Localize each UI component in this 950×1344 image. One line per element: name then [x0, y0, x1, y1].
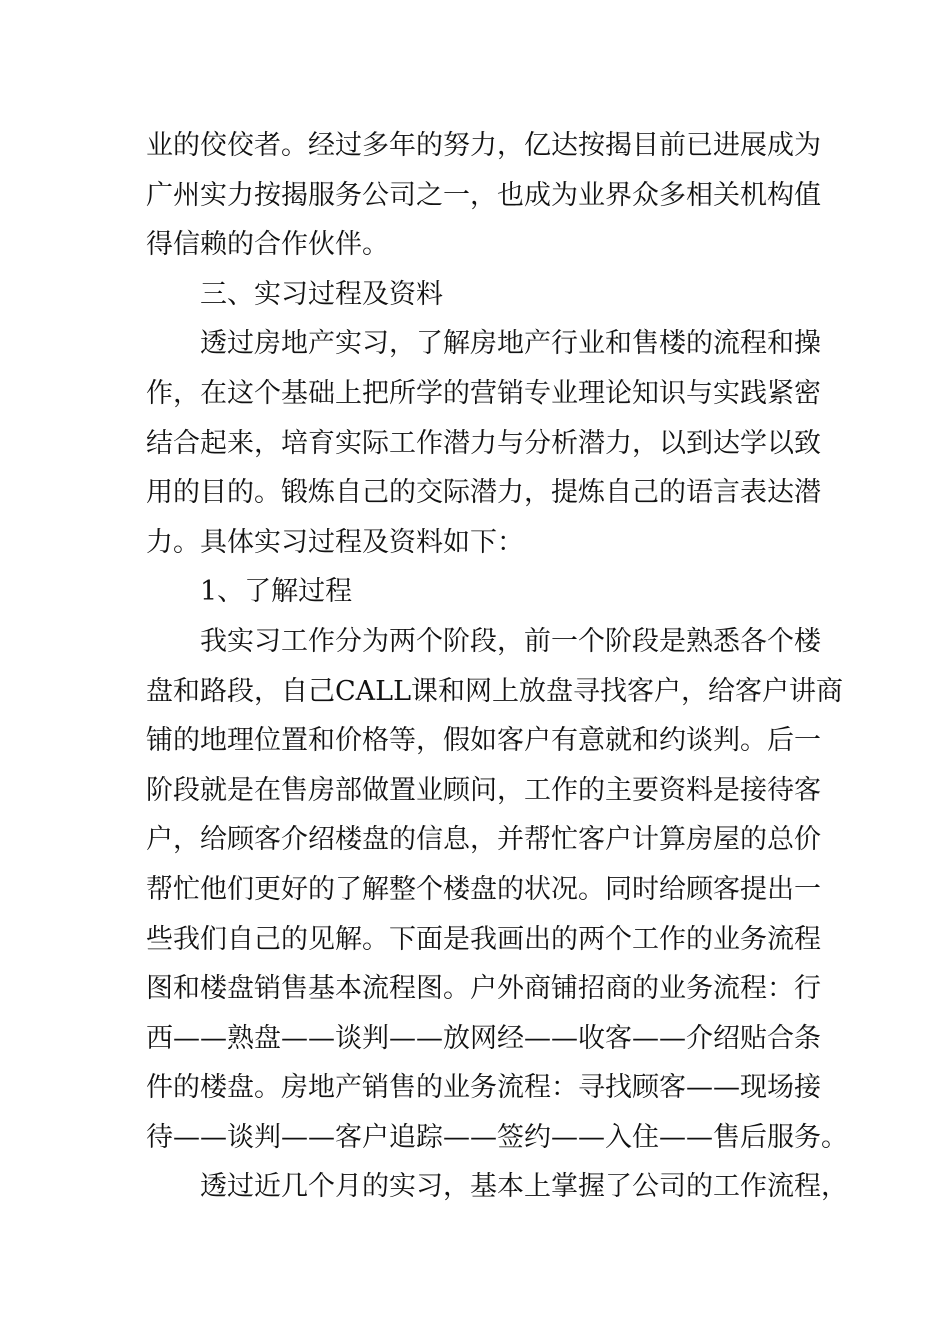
document-body	[146, 121, 848, 1212]
text-line: 用的目的。锻炼自己的交际潜力，提炼自己的语言表达潜	[146, 477, 821, 509]
text-line: 广州实力按揭服务公司之一，也成为业界众多相关机构值	[146, 179, 821, 211]
text-line: 图和楼盘销售基本流程图。户外商铺招商的业务流程：行	[146, 973, 821, 1005]
text-line: 帮忙他们更好的了解整个楼盘的状况。同时给顾客提出一	[146, 873, 821, 905]
text-line: 作，在这个基础上把所学的营销专业理论知识与实践紧密	[146, 377, 821, 409]
text-line: 件的楼盘。房地产销售的业务流程：寻找顾客——现场接	[146, 1072, 821, 1104]
text-line: 业的佼佼者。经过多年的努力，亿达按揭目前已进展成为	[146, 130, 821, 161]
text-line: 结合起来，培育实际工作潜力与分析潜力，以到达学以致	[146, 427, 821, 459]
text-line: 待——谈判——客户追踪——签约——入住——售后服务。	[146, 1121, 848, 1153]
text-line: 透过房地产实习，了解房地产行业和售楼的流程和操	[200, 328, 821, 360]
text-line: 户，给顾客介绍楼盘的信息，并帮忙客户计算房屋的总价	[146, 824, 821, 856]
text-line: 些我们自己的见解。下面是我画出的两个工作的业务流程	[146, 923, 821, 955]
text-line: 盘和路段，自己CALL课和网上放盘寻找客户，给客户讲商	[146, 675, 844, 707]
text-line: 力。具体实习过程及资料如下：	[146, 526, 524, 558]
text-line: 西——熟盘——谈判——放网经——收客——介绍贴合条	[146, 1022, 821, 1054]
section-heading: 三、实习过程及资料	[200, 278, 443, 310]
text-line: 铺的地理位置和价格等，假如客户有意就和约谈判。后一	[146, 725, 821, 757]
subsection-heading: 1、了解过程	[200, 576, 353, 608]
text-line: 透过近几个月的实习，基本上掌握了公司的工作流程，	[200, 1171, 848, 1203]
text-line: 我实习工作分为两个阶段，前一个阶段是熟悉各个楼	[200, 625, 821, 657]
text-line: 得信赖的合作伙伴。	[146, 229, 389, 261]
text-line: 阶段就是在售房部做置业顾问，工作的主要资料是接待客	[146, 774, 821, 806]
